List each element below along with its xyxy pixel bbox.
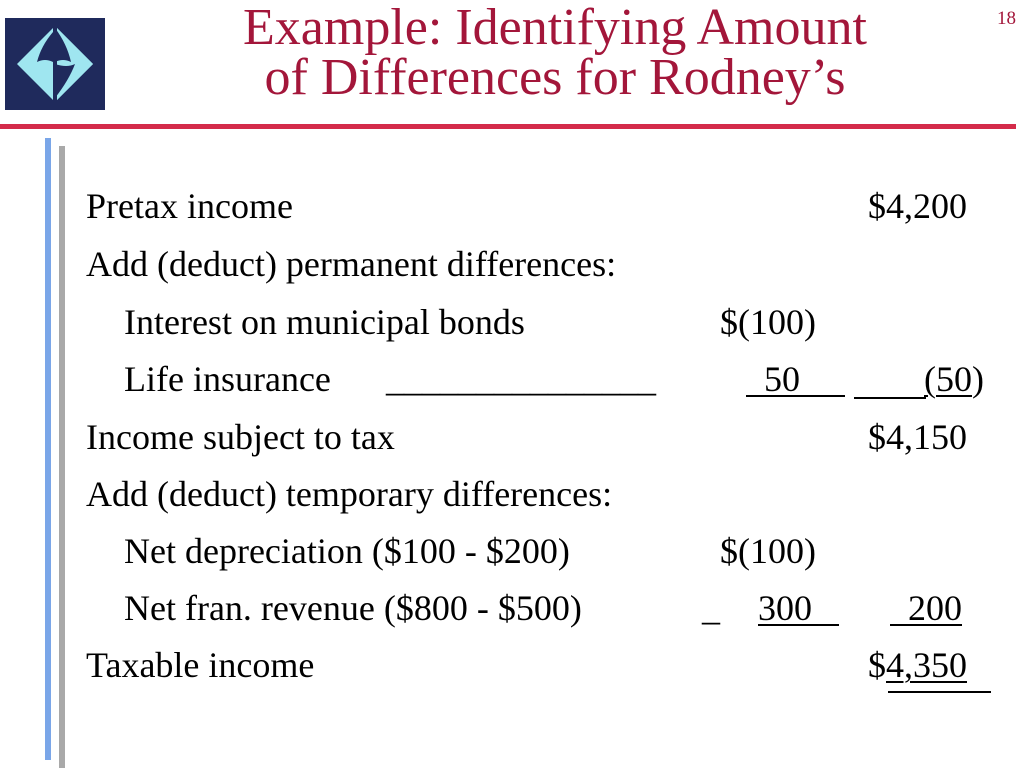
life-amount-pad-right (800, 359, 845, 399)
life-amount-pad-left (746, 359, 764, 399)
slide-number: 18 (997, 8, 1016, 29)
life-total-value: (50 (924, 359, 972, 399)
income-subject-to-tax-label: Income subject to tax (86, 417, 395, 457)
life-total-underline-extension (854, 397, 926, 399)
pretax-income-label: Pretax income (86, 186, 293, 226)
permanent-differences-heading: Add (deduct) permanent differences: (86, 244, 617, 284)
temporary-differences-heading: Add (deduct) temporary differences: (86, 474, 613, 514)
taxable-income-label: Taxable income (86, 645, 315, 685)
income-subject-to-tax-total: $4,150 (868, 417, 967, 457)
pretax-income-total: $4,200 (868, 186, 967, 226)
taxable-dollar-sign: $ (868, 645, 886, 685)
net-depreciation-amount: $(100) (720, 531, 816, 571)
taxable-income-total (868, 645, 967, 685)
life-total-paren: ) (972, 359, 984, 399)
municipal-bonds-label: Interest on municipal bonds (124, 302, 525, 342)
life-insurance-amount (746, 359, 845, 399)
life-insurance-label: Life insurance (124, 359, 331, 399)
life-amount-value: 50 (764, 359, 800, 399)
net-franchise-revenue-blank: _ (702, 588, 720, 628)
fran-amount-value: 300 (758, 588, 812, 628)
net-franchise-revenue-total (890, 588, 962, 628)
life-insurance-total (924, 359, 984, 399)
municipal-bonds-amount: $(100) (720, 302, 816, 342)
title-line-1: Example: Identifying Amount (243, 0, 867, 56)
fran-total-value: 200 (908, 588, 962, 628)
net-franchise-revenue-label: Net fran. revenue ($800 - $500) (124, 588, 582, 628)
title-line-2: of Differences for Rodney’s (264, 49, 846, 106)
taxable-income-double-underline (888, 691, 991, 693)
net-franchise-revenue-amount (758, 588, 839, 628)
life-insurance-blank: _______________ (386, 359, 656, 399)
fran-amount-pad (812, 588, 839, 628)
net-depreciation-label: Net depreciation ($100 - $200) (124, 531, 570, 571)
taxable-total-value: 4,350 (886, 645, 967, 685)
fran-total-pad (890, 588, 908, 628)
